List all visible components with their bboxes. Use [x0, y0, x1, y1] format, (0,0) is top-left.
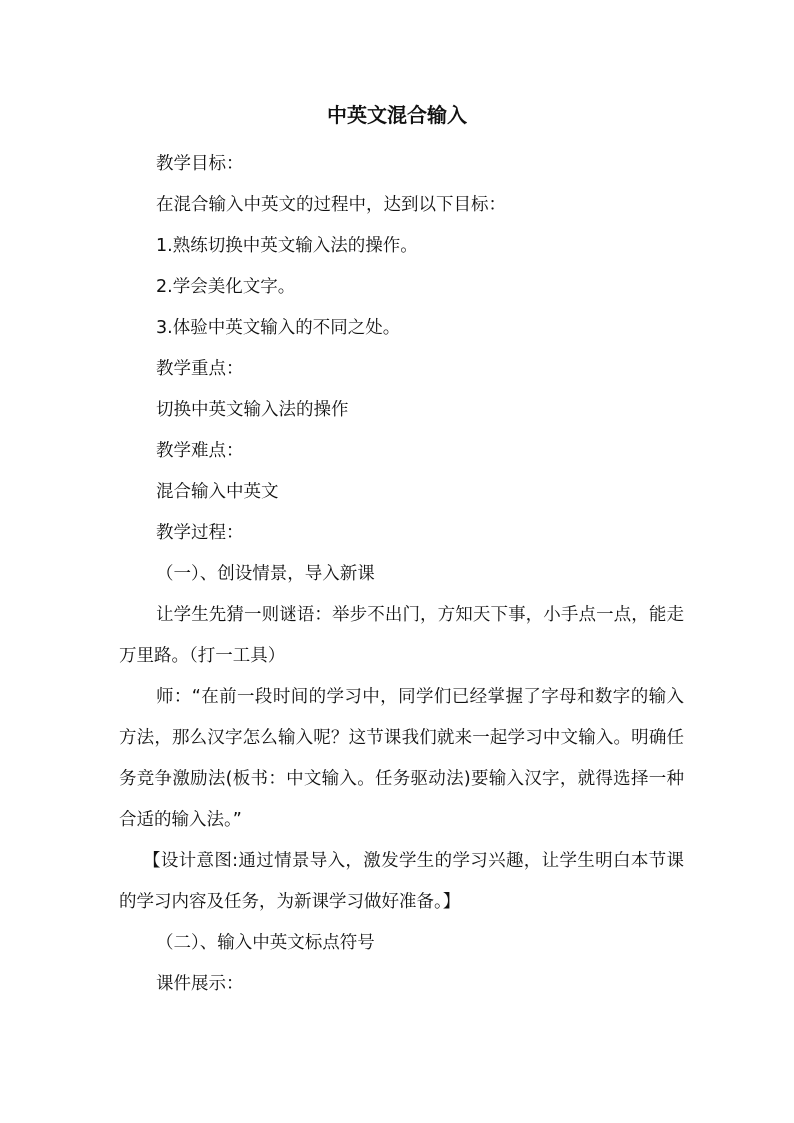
courseware-display-label: 课件展示： — [156, 974, 244, 994]
goal-item-2: 2.学会美化文字。 — [156, 277, 296, 297]
section-heading-1: （一）、创设情景，导入新课 — [156, 564, 375, 584]
document-body — [119, 144, 684, 1005]
goal-item-1: 1.熟练切换中英文输入法的操作。 — [156, 236, 418, 256]
heading-teaching-goals: 教学目标： — [156, 154, 244, 174]
heading-teaching-process: 教学过程： — [156, 523, 244, 543]
goal-item-3: 3.体验中英文输入的不同之处。 — [156, 318, 401, 338]
key-points-text: 切换中英文输入法的操作 — [156, 400, 349, 420]
goals-intro: 在混合输入中英文的过程中，达到以下目标： — [156, 195, 506, 215]
section-heading-2: （二）、输入中英文标点符号 — [156, 933, 375, 953]
riddle-paragraph: 让学生先猜一则谜语：举步不出门，方知天下事，小手点一点，能走万里路。（打一工具） — [119, 605, 684, 666]
document-title: 中英文混合输入 — [327, 103, 467, 127]
heading-difficulties: 教学难点： — [156, 441, 244, 461]
difficulties-text: 混合输入中英文 — [156, 482, 279, 502]
design-intent-paragraph: 【设计意图:通过情景导入，激发学生的学习兴趣，让学生明白本节课的学习内容及任务，为新课学习做好准备。】 — [119, 851, 684, 912]
heading-key-points: 教学重点： — [156, 359, 244, 379]
teacher-speech-paragraph: 师：“在前一段时间的学习中，同学们已经掌握了字母和数字的输入方法，那么汉字怎么输入呢？这节课我们就来一起学习中文输入。明确任务竞争激励法(板书：中文输入。任务驱动法)要输入汉字，就得选择一种合适的输入法。” — [119, 687, 684, 830]
